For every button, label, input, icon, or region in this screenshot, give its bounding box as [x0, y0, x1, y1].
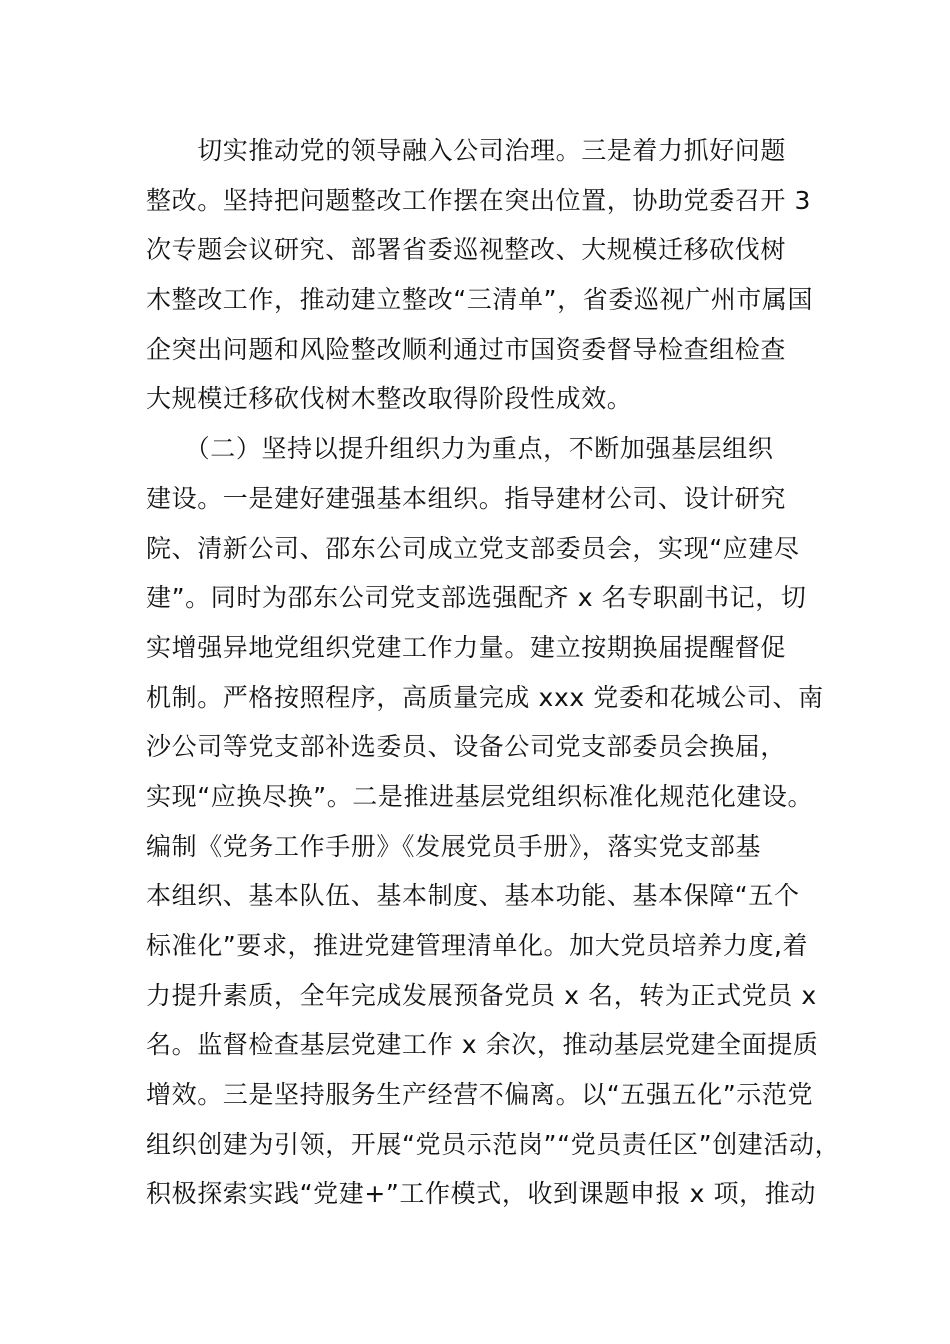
text-line: 名。监督检查基层党建工作 x 余次，推动基层党建全面提质 [146, 1030, 819, 1060]
text-line: 实增强异地党组织党建工作力量。建立按期换届提醒督促 [146, 632, 787, 662]
text-line: 建设。一是建好建强基本组织。指导建材公司、设计研究 [146, 483, 787, 513]
text-line: 实现“应换尽换”。二是推进基层党组织标准化规范化建设。 [146, 781, 814, 811]
text-line: 院、清新公司、邵东公司成立党支部委员会，实现“应建尽 [146, 533, 800, 563]
text-line: 切实推动党的领导融入公司治理。三是着力抓好问题 [146, 136, 787, 165]
text-line: 本组织、基本队伍、基本制度、基本功能、基本保障“五个 [146, 881, 800, 911]
text-line: 标准化”要求，推进党建管理清单化。加大党员培养力度,着 [146, 931, 809, 960]
text-line: 沙公司等党支部补选委员、设备公司党支部委员会换届， [146, 732, 787, 762]
text-line: （二）坚持以提升组织力为重点，不断加强基层组织 [146, 434, 774, 464]
text-line: 组织创建为引领，开展“党员示范岗”“党员责任区”创建活动， [146, 1129, 841, 1159]
text-line: 企突出问题和风险整改顺利通过市国资委督导检查组检查 [146, 334, 787, 364]
text-line: 次专题会议研究、部署省委巡视整改、大规模迁移砍伐树 [146, 235, 787, 265]
text-line: 整改。坚持把问题整改工作摆在突出位置，协助党委召开 3 [146, 185, 812, 215]
text-line: 机制。严格按照程序，高质量完成 xxx 党委和花城公司、南 [146, 682, 824, 712]
text-line: 建”。同时为邵东公司党支部选强配齐 x 名专职副书记，切 [146, 583, 807, 613]
text-line: 积极探索实践“党建+”工作模式，收到课题申报 x 项，推动 [146, 1179, 816, 1209]
document-body [146, 126, 846, 1219]
text-line: 增效。三是坚持服务生产经营不偏离。以“五强五化”示范党 [146, 1080, 814, 1110]
text-line: 编制《党务工作手册》《发展党员手册》，落实党支部基 [146, 831, 762, 861]
text-line: 木整改工作，推动建立整改“三清单”，省委巡视广州市属国 [146, 285, 814, 315]
text-line: 大规模迁移砍伐树木整改取得阶段性成效。 [146, 384, 633, 414]
text-line: 力提升素质，全年完成发展预备党员 x 名，转为正式党员 x [146, 980, 817, 1010]
